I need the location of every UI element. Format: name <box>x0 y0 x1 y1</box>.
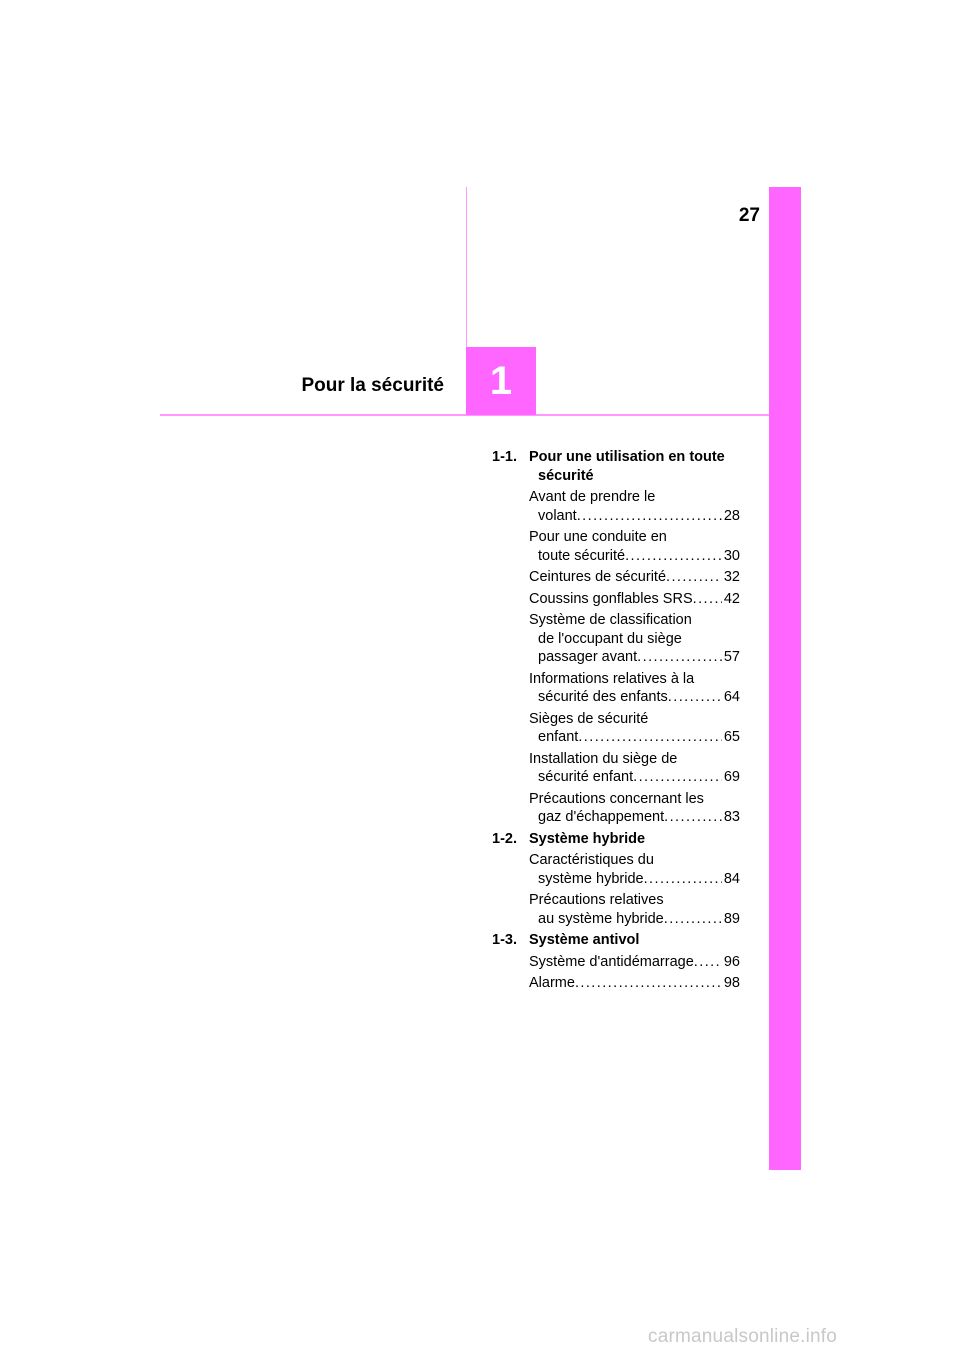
dot-leader <box>578 728 722 747</box>
dot-leader <box>668 688 722 707</box>
entry-page-number: 89 <box>723 910 740 927</box>
dot-leader <box>625 547 722 566</box>
section-title[interactable]: Pour une utilisation en toute sécurité <box>529 449 725 484</box>
entry-line <box>529 528 740 547</box>
entry-label: Caractéristiques du <box>529 852 654 868</box>
entry-line <box>529 507 740 526</box>
entry-line <box>529 710 740 729</box>
entry-line <box>529 568 740 587</box>
entry-line <box>529 648 740 667</box>
entry-label: de l'occupant du siège <box>538 630 682 647</box>
entry-line <box>529 547 740 566</box>
dot-leader <box>666 568 722 587</box>
entry-label: Alarme <box>529 975 575 991</box>
entry-label: Pour une conduite en <box>529 529 667 545</box>
entry-line <box>529 488 740 507</box>
section-title[interactable]: Système antivol <box>529 932 640 948</box>
toc-entry[interactable] <box>529 488 740 525</box>
entry-line <box>529 790 740 809</box>
dot-leader <box>693 590 722 609</box>
section-number: 1-3. <box>492 932 517 948</box>
toc-section <box>492 931 740 993</box>
toc-entry[interactable] <box>529 670 740 707</box>
entry-page-number: 69 <box>723 769 740 785</box>
toc-entry[interactable] <box>529 750 740 787</box>
toc-entry[interactable] <box>529 974 740 993</box>
dot-leader <box>694 953 722 972</box>
toc-entry[interactable] <box>529 953 740 972</box>
entry-page-number: 98 <box>723 975 740 991</box>
toc-section <box>492 830 740 929</box>
entry-page-number: 84 <box>723 870 740 887</box>
dot-leader <box>637 648 722 667</box>
entry-label: Informations relatives à la <box>529 670 695 687</box>
dot-leader <box>664 808 722 827</box>
toc-entry[interactable] <box>529 528 740 565</box>
entry-line <box>529 630 740 649</box>
section-number: 1-1. <box>492 449 517 465</box>
vertical-divider <box>466 187 467 347</box>
toc-entry[interactable] <box>529 891 740 928</box>
entry-page-number: 32 <box>723 569 740 585</box>
entry-label: Avant de prendre le <box>529 489 656 505</box>
entry-label: Ceintures de sécurité <box>529 569 667 585</box>
entry-page-number: 83 <box>723 809 740 825</box>
dot-leader <box>577 507 722 526</box>
entry-label: Système de classification <box>529 612 692 628</box>
horizontal-divider <box>160 414 769 416</box>
entry-line <box>529 851 740 870</box>
entry-label: sécurité des enfants <box>538 689 668 705</box>
chapter-title: Pour la sécurité <box>301 375 444 396</box>
table-of-contents <box>492 448 740 996</box>
toc-entry[interactable] <box>529 710 740 747</box>
entry-label: passager avant <box>538 649 638 665</box>
dot-leader <box>575 974 722 993</box>
chapter-number-box: 1 <box>466 347 536 415</box>
entry-line <box>529 750 740 769</box>
entry-page-number: 28 <box>723 507 740 524</box>
entry-label: Précautions concernant les <box>529 790 704 807</box>
entry-page-number: 30 <box>723 547 740 564</box>
toc-section <box>492 448 740 827</box>
entry-page-number: 57 <box>723 649 740 665</box>
entry-label: système hybride <box>538 870 644 887</box>
entry-page-number: 96 <box>723 953 740 970</box>
entry-line <box>529 611 740 630</box>
entry-label: toute sécurité <box>538 547 626 564</box>
dot-leader <box>644 870 722 889</box>
entry-label: Précautions relatives <box>529 892 664 908</box>
entry-label: au système hybride <box>538 910 664 927</box>
entry-label: enfant <box>538 729 579 745</box>
entry-line <box>529 590 740 609</box>
entry-line <box>529 808 740 827</box>
entry-line <box>529 768 740 787</box>
entry-line <box>529 910 740 929</box>
toc-entry[interactable] <box>529 611 740 667</box>
entry-label: Système d'antidémarrage <box>529 953 694 970</box>
entry-label: Coussins gonflables SRS <box>529 590 693 607</box>
entry-line <box>529 953 740 972</box>
section-title[interactable]: Système hybride <box>529 830 646 847</box>
entry-line <box>529 728 740 747</box>
entry-line <box>529 891 740 910</box>
entry-line <box>529 974 740 993</box>
watermark: carmanualsonline.info <box>648 1326 838 1347</box>
toc-entry[interactable] <box>529 568 740 587</box>
entry-label: gaz d'échappement <box>538 809 665 825</box>
entry-page-number: 42 <box>723 590 740 607</box>
section-number: 1-2. <box>492 830 517 847</box>
chapter-side-tab <box>769 187 801 1170</box>
toc-entry[interactable] <box>529 851 740 888</box>
entry-line <box>529 870 740 889</box>
dot-leader <box>633 768 722 787</box>
dot-leader <box>664 910 722 929</box>
entry-page-number: 64 <box>723 689 740 705</box>
entry-line <box>529 688 740 707</box>
entry-page-number: 65 <box>723 729 740 745</box>
toc-entry[interactable] <box>529 790 740 827</box>
page-number: 27 <box>738 205 760 226</box>
toc-entry[interactable] <box>529 590 740 609</box>
entry-label: sécurité enfant <box>538 769 634 785</box>
entry-label: Installation du siège de <box>529 750 678 767</box>
entry-label: Sièges de sécurité <box>529 710 649 727</box>
entry-label: volant <box>538 507 577 524</box>
entry-line <box>529 670 740 689</box>
